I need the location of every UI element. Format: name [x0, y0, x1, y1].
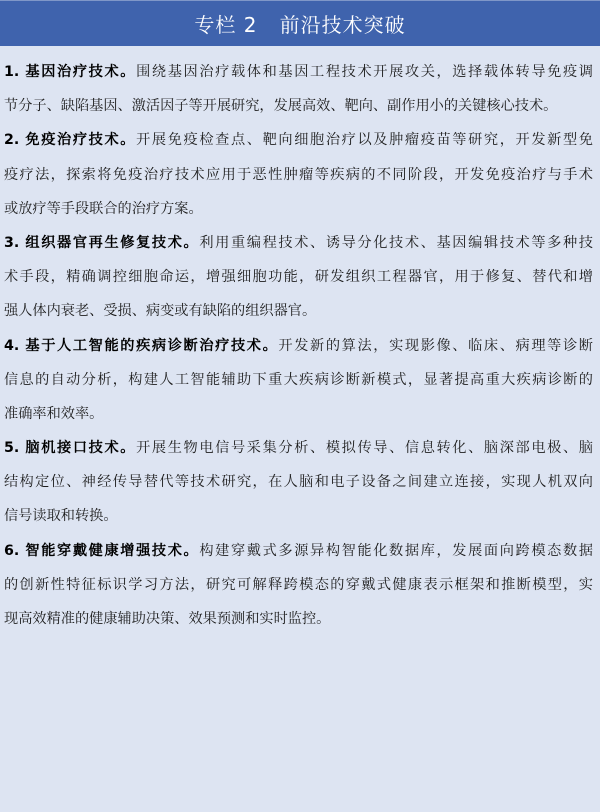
item-2-line-1: [4, 123, 593, 157]
item-2-text-1: 开展免疫检查点、靶向细胞治疗以及肿瘤疫苗等研究，开发新型免: [136, 132, 593, 149]
item-2-number: 2.: [4, 132, 20, 149]
item-4-line-1: [4, 329, 593, 363]
item-3-title: 组织器官再生修复技术。: [25, 234, 200, 251]
item-4-text-1: 开发新的算法，实现影像、临床、病理等诊断: [278, 337, 593, 354]
item-4-number: 4.: [4, 337, 20, 354]
column-content: [0, 46, 600, 636]
item-2-line-3: 或放疗等手段联合的治疗方案。: [4, 200, 203, 217]
item-3-line-1: [4, 226, 593, 260]
item-2-line-2: 疫疗法，探索将免疫治疗技术应用于恶性肿瘤等疾病的不同阶段，开发免疫治疗与手术: [4, 166, 593, 183]
item-3-number: 3.: [4, 234, 20, 251]
item-5-line-1: [4, 431, 593, 465]
item-1-line-1: [4, 55, 593, 89]
header-spacer: [258, 12, 280, 36]
item-4-line-3: 准确率和效率。: [4, 405, 104, 422]
column-label: 专栏 2: [194, 13, 258, 37]
item-6-line-3: 现高效精准的健康辅助决策、效果预测和实时监控。: [4, 611, 331, 627]
item-6-number: 6.: [4, 542, 20, 559]
item-3-text-1: 利用重编程技术、诱导分化技术、基因编辑技术等多种技: [199, 234, 593, 251]
item-5-title: 脑机接口技术。: [25, 440, 137, 457]
item-6-line-2: 的创新性特征标识学习方法，研究可解释跨模态的穿戴式健康表示框架和推断模型，实: [4, 576, 593, 593]
column-header: [0, 1, 600, 46]
item-4-title: 基于人工智能的疾病诊断治疗技术。: [25, 337, 279, 354]
item-2-title: 免疫治疗技术。: [25, 132, 137, 149]
column-title: 前沿技术突破: [279, 13, 406, 37]
item-3-line-2: 术手段，精确调控细胞命运，增强细胞功能，研发组织工程器官，用于修复、替代和增: [4, 269, 593, 286]
item-1-text-1: 围绕基因治疗载体和基因工程技术开展攻关，选择载体转导免疫调: [136, 64, 593, 80]
item-6-line-1: [4, 534, 593, 568]
item-6-title: 智能穿戴健康增强技术。: [25, 542, 200, 559]
item-5-line-2: 结构定位、神经传导替代等技术研究，在人脑和电子设备之间建立连接，实现人机双向: [4, 474, 593, 491]
item-1-number: 1.: [4, 64, 20, 80]
item-3-line-3: 强人体内衰老、受损、病变或有缺陷的组织器官。: [4, 303, 317, 320]
item-5-line-3: 信号读取和转换。: [4, 508, 118, 525]
item-1-title: 基因治疗技术。: [25, 64, 137, 80]
item-5-text-1: 开展生物电信号采集分析、模拟传导、信息转化、脑深部电极、脑: [136, 440, 593, 457]
item-5-number: 5.: [4, 440, 20, 457]
item-6-text-1: 构建穿戴式多源异构智能化数据库，发展面向跨模态数据: [199, 542, 593, 559]
item-4-line-2: 信息的自动分析，构建人工智能辅助下重大疾病诊断新模式，显著提高重大疾病诊断的: [4, 371, 593, 388]
item-1-line-2: 节分子、缺陷基因、激活因子等开展研究，发展高效、靶向、副作用小的关键核心技术。: [4, 98, 558, 115]
